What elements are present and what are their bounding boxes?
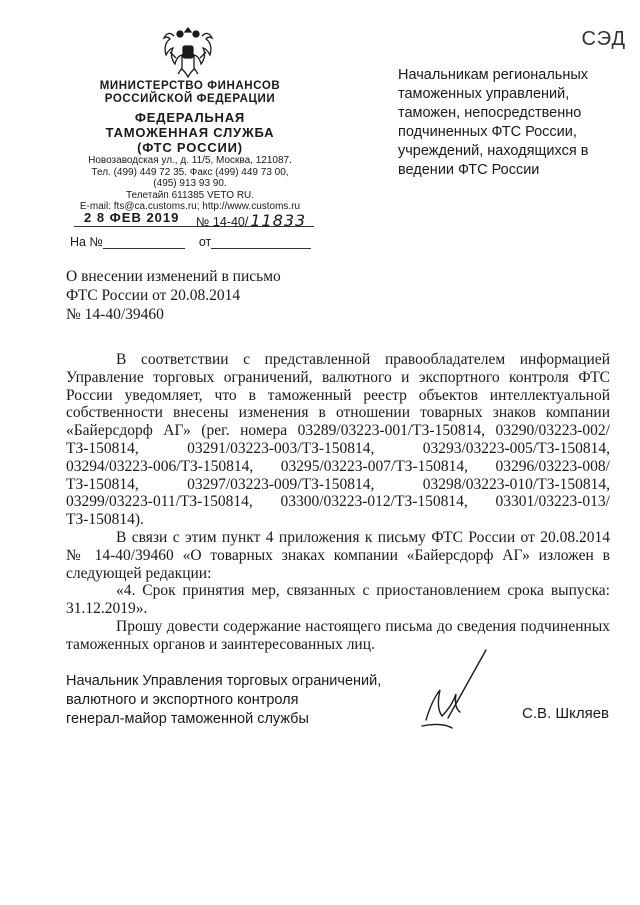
date-stamp: 2 8 ФЕВ 2019	[84, 210, 180, 225]
registration-number	[196, 211, 306, 230]
ministry-line: МИНИСТЕРСТВО ФИНАНСОВ	[99, 80, 281, 92]
registration-number-prefix: № 14-40/	[196, 215, 249, 229]
contact-line: E-mail: fts@ca.customs.ru; http://www.customs.ru	[79, 201, 301, 212]
ministry-line: РОССИЙСКОЙ ФЕДЕРАЦИИ	[104, 93, 276, 105]
body-paragraph: «4. Срок принятия мер, связанных с приостановлением срока выпуска: 31.12.2019».	[66, 582, 610, 618]
reference-number-blank	[103, 236, 185, 249]
ministry-name	[70, 80, 310, 106]
registration-underline	[74, 226, 314, 227]
body-paragraph: В соответствии с представленной правообладателем информацией Управление торговых ограничений, валютного и экспортного контроля ФТС России уведомляет, что в таможенный реестр объектов интеллектуальной собственности внесены изменения в отношении товарных знаков компании «Байерсдорф АГ» (рег. номера 03289/03223-001/ТЗ-150814, 03290/03223-002/ТЗ-150814, 03291/03223-003/ТЗ-150814, 03293/03223-005/ТЗ-150814, 03294/03223-006/ТЗ-150814, 03295/03223-007/ТЗ-150814, 03296/03223-008/ТЗ-150814, 03297/03223-009/ТЗ-150814, 03298/03223-010/ТЗ-150814, 03299/03223-011/ТЗ-150814, 03300/03223-012/ТЗ-150814, 03301/03223-013/ТЗ-150814).	[66, 351, 610, 529]
registration-number-handwritten: 11833	[250, 211, 307, 230]
signer-title-line: Начальник Управления торговых ограничений,	[66, 673, 382, 689]
reference-number-label: На №	[70, 235, 103, 249]
body-paragraph: Прошу довести содержание настоящего письма до сведения подчиненных таможенных органов и заинтересованных лиц.	[66, 617, 610, 653]
agency-name	[70, 110, 310, 155]
handwritten-signature	[408, 648, 508, 738]
reference-date-label: от	[198, 235, 212, 249]
agency-contacts	[70, 155, 310, 213]
contact-line: Новозаводская ул., д. 11/5, Москва, 121087.	[88, 155, 292, 166]
letter-body	[66, 351, 610, 654]
letter-subject	[66, 267, 326, 324]
signer-title-line: валютного и экспортного контроля	[66, 692, 299, 708]
body-paragraph: В связи с этим пункт 4 приложения к письму ФТС России от 20.08.2014 № 14-40/39460 «О товарных знаках компании «Байерсдорф АГ» изложен в следующей редакции:	[66, 528, 610, 582]
signer-name: С.В. Шкляев	[522, 705, 610, 722]
document-system-tag: СЭД	[581, 28, 626, 50]
double-headed-eagle-emblem-icon	[160, 22, 216, 80]
agency-line: ФЕДЕРАЛЬНАЯ	[134, 110, 246, 125]
signer-title	[66, 672, 396, 729]
reference-row	[70, 235, 311, 249]
subject-line: О внесении изменений в письмо	[66, 268, 281, 285]
agency-line: ТАМОЖЕННАЯ СЛУЖБА	[105, 125, 275, 140]
subject-line: ФТС России от 20.08.2014	[66, 287, 241, 304]
reference-date-blank	[211, 236, 311, 249]
signer-title-line: генерал-майор таможенной службы	[66, 711, 309, 727]
agency-line: (ФТС РОССИИ)	[137, 140, 243, 155]
contact-line: (495) 913 93 90.	[153, 178, 227, 189]
contact-line: Телетайп 611385 VETO RU.	[125, 189, 255, 201]
addressee-block: Начальникам региональных таможенных управлений, таможен, непосредственно подчиненных ФТС России, учреждений, находящихся в ведении ФТС России	[398, 67, 589, 178]
contact-line: Тел. (499) 449 72 35. Факс (499) 449 73 00,	[91, 166, 289, 178]
subject-line: № 14-40/39460	[66, 306, 164, 323]
